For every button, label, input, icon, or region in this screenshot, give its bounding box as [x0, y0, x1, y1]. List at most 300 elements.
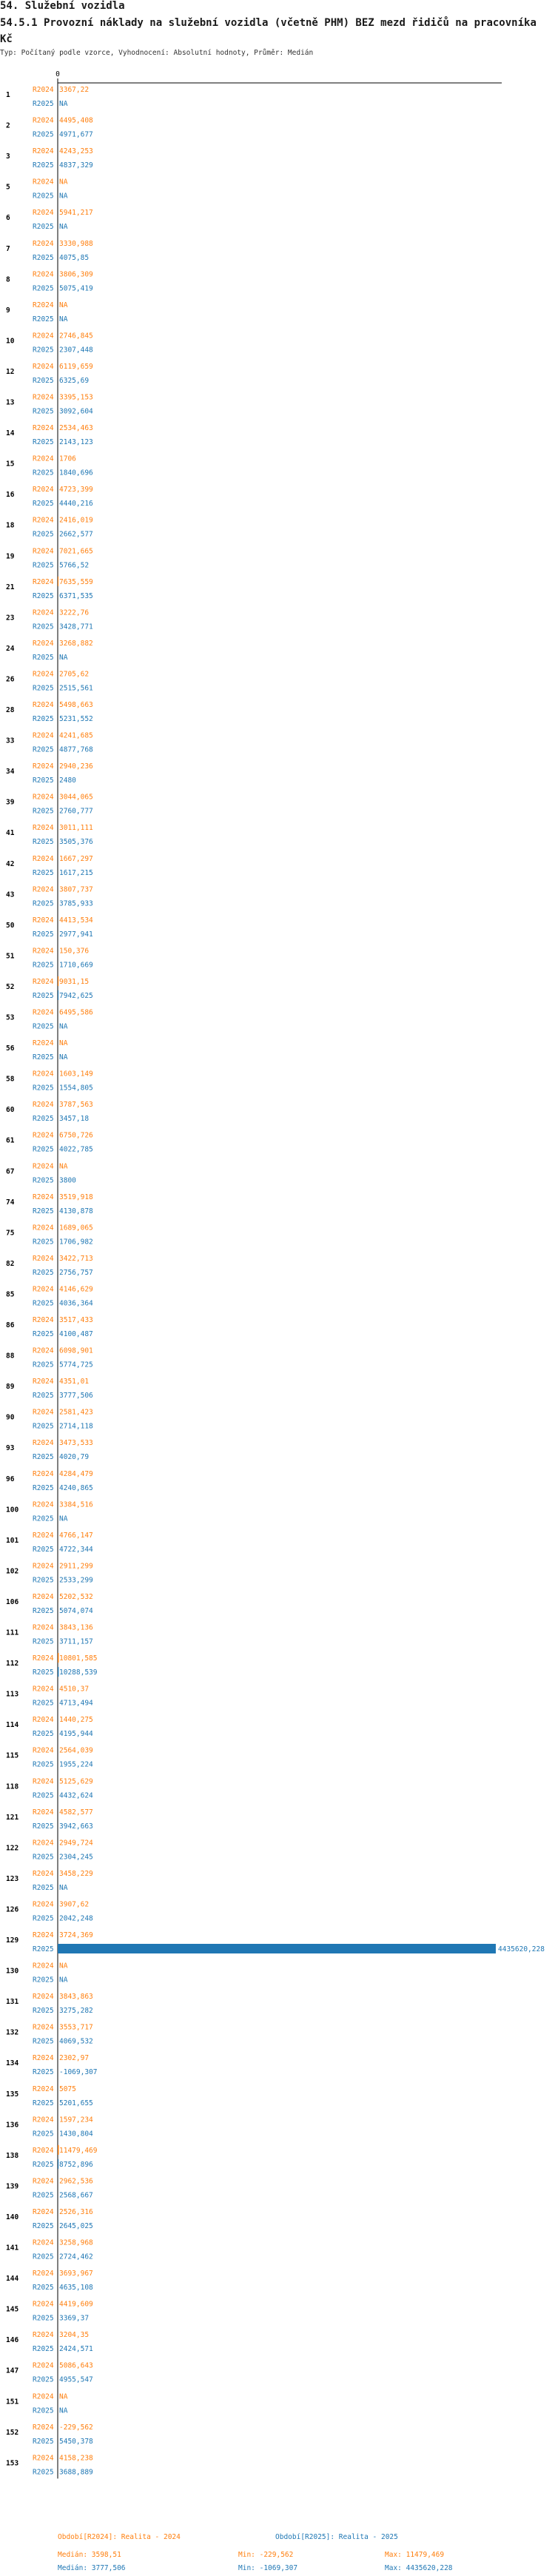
- category-label: 146: [6, 2336, 19, 2345]
- data-label-r2025: 2304,245: [59, 1853, 93, 1862]
- data-label-r2025: 3777,506: [59, 1392, 93, 1401]
- series-label-r2024: R2024: [33, 1131, 54, 1140]
- data-label-r2025: NA: [59, 1053, 68, 1062]
- category-label: 15: [6, 460, 15, 469]
- data-label-r2024: 6495,586: [59, 1008, 93, 1017]
- data-label-r2024: 5941,217: [59, 209, 93, 218]
- data-label-r2025: NA: [59, 2406, 68, 2415]
- series-label-r2024: R2024: [33, 947, 54, 956]
- series-label-r2024: R2024: [33, 2392, 54, 2401]
- series-label-r2025: R2025: [33, 623, 54, 631]
- series-label-r2024: R2024: [33, 1869, 54, 1878]
- data-label-r2025: NA: [59, 1515, 68, 1523]
- category-label: 50: [6, 921, 15, 930]
- category-label: 67: [6, 1167, 15, 1176]
- category-label: 135: [6, 2090, 19, 2099]
- series-label-r2025: R2025: [33, 530, 54, 539]
- series-label-r2025: R2025: [33, 653, 54, 662]
- data-label-r2024: 2705,62: [59, 670, 90, 679]
- data-label-r2024: 2534,463: [59, 424, 93, 433]
- data-label-r2025: 6371,535: [59, 591, 93, 600]
- series-label-r2024: R2024: [33, 332, 54, 341]
- category-label: 75: [6, 1229, 15, 1238]
- data-label-r2025: 1710,669: [59, 961, 93, 970]
- data-label-r2024: 3473,533: [59, 1439, 93, 1448]
- series-label-r2024: R2024: [33, 1008, 54, 1017]
- series-label-r2024: R2024: [33, 1346, 54, 1355]
- series-label-r2025: R2025: [33, 1545, 54, 1554]
- category-label: 96: [6, 1475, 15, 1483]
- data-label-r2024: 3330,988: [59, 239, 93, 248]
- series-label-r2025: R2025: [33, 1515, 54, 1523]
- series-label-r2024: R2024: [33, 147, 54, 156]
- series-label-r2024: R2024: [33, 1193, 54, 1201]
- data-label-r2025: 3688,889: [59, 2468, 93, 2477]
- category-label: 13: [6, 398, 15, 407]
- series-label-r2025: R2025: [33, 1483, 54, 1492]
- data-label-r2025: 2756,757: [59, 1268, 93, 1277]
- data-label-r2025: 3369,37: [59, 2314, 90, 2323]
- data-label-r2024: 1689,065: [59, 1224, 93, 1232]
- legend-r2024-max: Max: 11479,469: [385, 2551, 445, 2559]
- series-label-r2025: R2025: [33, 1176, 54, 1185]
- series-label-r2025: R2025: [33, 1945, 54, 1953]
- category-label: 136: [6, 2121, 19, 2130]
- data-label-r2025: 3428,771: [59, 623, 93, 631]
- data-label-r2024: 5498,663: [59, 701, 93, 709]
- series-label-r2024: R2024: [33, 1592, 54, 1601]
- data-label-r2024: 4146,629: [59, 1285, 93, 1294]
- data-label-r2024: 3384,516: [59, 1500, 93, 1509]
- series-label-r2025: R2025: [33, 2007, 54, 2016]
- data-label-r2025: NA: [59, 100, 68, 108]
- series-label-r2025: R2025: [33, 376, 54, 385]
- series-label-r2025: R2025: [33, 777, 54, 785]
- data-label-r2024: 10801,585: [59, 1654, 98, 1663]
- data-label-r2025: 4435620,228: [498, 1945, 545, 1953]
- series-label-r2025: R2025: [33, 715, 54, 723]
- category-label: 141: [6, 2244, 19, 2253]
- category-label: 16: [6, 491, 15, 500]
- series-label-r2024: R2024: [33, 2300, 54, 2309]
- data-label-r2024: 2564,039: [59, 1746, 93, 1755]
- data-label-r2025: 2480: [59, 777, 76, 785]
- data-label-r2024: 6750,726: [59, 1131, 93, 1140]
- category-label: 93: [6, 1444, 15, 1453]
- data-label-r2024: 3204,35: [59, 2331, 90, 2340]
- series-label-r2024: R2024: [33, 116, 54, 125]
- series-label-r2025: R2025: [33, 2191, 54, 2200]
- category-label: 123: [6, 1874, 19, 1883]
- data-label-r2024: 5086,643: [59, 2361, 93, 2370]
- series-label-r2025: R2025: [33, 1022, 54, 1031]
- series-label-r2025: R2025: [33, 1268, 54, 1277]
- legend-r2024-min: Min: -229,562: [238, 2551, 294, 2559]
- category-label: 14: [6, 429, 15, 438]
- series-label-r2025: R2025: [33, 1637, 54, 1646]
- series-label-r2024: R2024: [33, 2361, 54, 2370]
- series-label-r2024: R2024: [33, 577, 54, 586]
- data-label-r2025: 4130,878: [59, 1207, 93, 1215]
- category-label: 82: [6, 1259, 15, 1268]
- data-label-r2025: 2645,025: [59, 2221, 93, 2230]
- series-label-r2024: R2024: [33, 1931, 54, 1939]
- series-label-r2024: R2024: [33, 424, 54, 433]
- data-label-r2024: NA: [59, 2392, 68, 2401]
- data-label-r2025: 4195,944: [59, 1730, 93, 1739]
- series-label-r2025: R2025: [33, 2314, 54, 2323]
- category-label: 113: [6, 1690, 19, 1699]
- data-label-r2025: NA: [59, 1976, 68, 1985]
- series-label-r2024: R2024: [33, 1746, 54, 1755]
- data-label-r2024: 3517,433: [59, 1316, 93, 1324]
- series-label-r2024: R2024: [33, 1439, 54, 1448]
- data-label-r2025: 3275,282: [59, 2007, 93, 2016]
- category-label: 56: [6, 1044, 15, 1053]
- series-label-r2025: R2025: [33, 2253, 54, 2261]
- data-label-r2025: 2724,462: [59, 2253, 93, 2261]
- category-label: 139: [6, 2182, 19, 2191]
- category-label: 121: [6, 1813, 19, 1822]
- series-label-r2025: R2025: [33, 684, 54, 693]
- data-label-r2025: 4069,532: [59, 2037, 93, 2046]
- category-label: 7: [6, 244, 10, 253]
- series-label-r2024: R2024: [33, 1900, 54, 1909]
- data-label-r2025: 2515,561: [59, 684, 93, 693]
- data-label-r2025: 10288,539: [59, 1668, 98, 1677]
- series-label-r2025: R2025: [33, 1976, 54, 1985]
- data-label-r2024: 5202,532: [59, 1592, 93, 1601]
- data-label-r2025: 2424,571: [59, 2345, 93, 2354]
- category-label: 1: [6, 91, 10, 99]
- data-label-r2024: 1706: [59, 455, 76, 463]
- series-label-r2024: R2024: [33, 1962, 54, 1970]
- data-label-r2024: 3011,111: [59, 824, 93, 833]
- data-label-r2024: 2911,299: [59, 1562, 93, 1571]
- data-label-r2025: 5231,552: [59, 715, 93, 723]
- data-label-r2025: 5450,378: [59, 2437, 93, 2446]
- category-label: 28: [6, 706, 15, 714]
- category-label: 53: [6, 1013, 15, 1022]
- series-label-r2024: R2024: [33, 1993, 54, 2002]
- series-label-r2025: R2025: [33, 1791, 54, 1800]
- data-label-r2024: 3843,863: [59, 1993, 93, 2002]
- series-label-r2025: R2025: [33, 2406, 54, 2415]
- data-label-r2025: 4837,329: [59, 161, 93, 170]
- data-label-r2024: 5075: [59, 2084, 76, 2093]
- series-label-r2025: R2025: [33, 1084, 54, 1093]
- series-label-r2025: R2025: [33, 2284, 54, 2292]
- data-label-r2025: 5074,074: [59, 1606, 93, 1615]
- series-label-r2025: R2025: [33, 2099, 54, 2107]
- series-label-r2024: R2024: [33, 639, 54, 648]
- data-label-r2024: 2962,536: [59, 2177, 93, 2186]
- data-label-r2024: 2746,845: [59, 332, 93, 341]
- data-label-r2024: 2416,019: [59, 516, 93, 525]
- data-label-r2024: 2949,724: [59, 1839, 93, 1848]
- data-label-r2025: 8752,896: [59, 2160, 93, 2169]
- category-label: 151: [6, 2398, 19, 2406]
- data-label-r2025: 2977,941: [59, 930, 93, 939]
- series-label-r2025: R2025: [33, 807, 54, 816]
- series-label-r2024: R2024: [33, 393, 54, 402]
- category-label: 58: [6, 1075, 15, 1084]
- category-label: 3: [6, 152, 10, 161]
- series-label-r2025: R2025: [33, 1606, 54, 1615]
- category-label: 74: [6, 1198, 15, 1207]
- series-label-r2024: R2024: [33, 516, 54, 525]
- category-label: 106: [6, 1597, 19, 1606]
- data-label-r2024: 4158,238: [59, 2454, 93, 2463]
- axis-zero-label: 0: [56, 70, 60, 78]
- data-label-r2025: -1069,307: [59, 2068, 98, 2077]
- category-label: 100: [6, 1506, 19, 1515]
- series-label-r2024: R2024: [33, 1777, 54, 1786]
- series-label-r2025: R2025: [33, 561, 54, 570]
- category-label: 126: [6, 1905, 19, 1914]
- data-label-r2025: 3505,376: [59, 838, 93, 847]
- series-label-r2024: R2024: [33, 670, 54, 679]
- series-label-r2024: R2024: [33, 2423, 54, 2432]
- data-label-r2025: 3785,933: [59, 899, 93, 908]
- category-label: 115: [6, 1751, 19, 1760]
- series-label-r2024: R2024: [33, 2454, 54, 2463]
- data-label-r2024: 3553,717: [59, 2023, 93, 2032]
- series-label-r2024: R2024: [33, 1316, 54, 1324]
- data-label-r2025: NA: [59, 315, 68, 323]
- chart-subtitle: 54.5.1 Provozní náklady na služební vozidla (včetně PHM) BEZ mezd řidičů na pracovníka Kč: [0, 17, 536, 45]
- category-label: 43: [6, 890, 15, 899]
- data-label-r2025: 4635,108: [59, 2284, 93, 2292]
- data-label-r2024: 4241,685: [59, 731, 93, 740]
- series-label-r2024: R2024: [33, 608, 54, 617]
- category-label: 2: [6, 121, 10, 130]
- category-label: 88: [6, 1352, 15, 1361]
- category-label: 5: [6, 183, 10, 192]
- data-label-r2024: 7635,559: [59, 577, 93, 586]
- data-label-r2025: 5075,419: [59, 284, 93, 293]
- category-label: 85: [6, 1290, 15, 1299]
- series-label-r2025: R2025: [33, 1330, 54, 1338]
- series-label-r2025: R2025: [33, 253, 54, 262]
- series-label-r2025: R2025: [33, 1668, 54, 1677]
- series-label-r2025: R2025: [33, 223, 54, 232]
- data-label-r2025: 1554,805: [59, 1084, 93, 1093]
- data-label-r2024: 2526,316: [59, 2207, 93, 2216]
- category-label: 39: [6, 798, 15, 807]
- data-label-r2025: 4713,494: [59, 1699, 93, 1708]
- series-label-r2025: R2025: [33, 315, 54, 323]
- series-label-r2025: R2025: [33, 1730, 54, 1739]
- category-label: 89: [6, 1383, 15, 1392]
- series-label-r2025: R2025: [33, 899, 54, 908]
- series-label-r2025: R2025: [33, 1853, 54, 1862]
- category-label: 131: [6, 1998, 19, 2007]
- series-label-r2025: R2025: [33, 2037, 54, 2046]
- legend-r2025-min: Min: -1069,307: [238, 2564, 298, 2572]
- data-label-r2025: 2533,299: [59, 1576, 93, 1585]
- series-label-r2024: R2024: [33, 2331, 54, 2340]
- series-label-r2025: R2025: [33, 2345, 54, 2354]
- series-label-r2024: R2024: [33, 270, 54, 279]
- data-label-r2024: NA: [59, 1039, 68, 1048]
- series-label-r2025: R2025: [33, 407, 54, 416]
- series-label-r2024: R2024: [33, 2023, 54, 2032]
- category-label: 23: [6, 614, 15, 623]
- data-label-r2025: NA: [59, 1022, 68, 1031]
- data-label-r2025: 4877,768: [59, 745, 93, 754]
- series-label-r2025: R2025: [33, 2130, 54, 2139]
- series-label-r2024: R2024: [33, 1469, 54, 1478]
- category-label: 33: [6, 737, 15, 745]
- category-label: 90: [6, 1413, 15, 1422]
- series-label-r2024: R2024: [33, 2207, 54, 2216]
- series-label-r2025: R2025: [33, 838, 54, 847]
- data-label-r2024: 3806,309: [59, 270, 93, 279]
- data-label-r2024: 4243,253: [59, 147, 93, 156]
- data-label-r2024: 3268,882: [59, 639, 93, 648]
- category-label: 24: [6, 644, 15, 653]
- data-label-r2024: 6119,659: [59, 362, 93, 371]
- data-label-r2024: 3395,153: [59, 393, 93, 402]
- category-label: 102: [6, 1567, 19, 1576]
- data-label-r2024: 1597,234: [59, 2116, 93, 2124]
- data-label-r2025: 2143,123: [59, 438, 93, 447]
- series-label-r2025: R2025: [33, 130, 54, 139]
- category-label: 152: [6, 2428, 19, 2437]
- category-label: 8: [6, 275, 10, 284]
- series-label-r2024: R2024: [33, 301, 54, 309]
- data-label-r2024: 3693,967: [59, 2270, 93, 2278]
- series-label-r2025: R2025: [33, 100, 54, 108]
- series-label-r2024: R2024: [33, 362, 54, 371]
- category-label: 19: [6, 552, 15, 561]
- data-label-r2024: 3724,369: [59, 1931, 93, 1939]
- data-label-r2024: 4766,147: [59, 1531, 93, 1540]
- data-label-r2025: 3092,604: [59, 407, 93, 416]
- series-label-r2024: R2024: [33, 1285, 54, 1294]
- series-label-r2025: R2025: [33, 469, 54, 477]
- data-label-r2024: -229,562: [59, 2423, 93, 2432]
- data-label-r2025: 4722,344: [59, 1545, 93, 1554]
- data-label-r2024: 3458,229: [59, 1869, 93, 1878]
- data-label-r2024: 3044,065: [59, 793, 93, 802]
- data-label-r2025: 1617,215: [59, 868, 93, 877]
- legend-r2024-name: Období[R2024]: Realita - 2024: [58, 2533, 181, 2541]
- data-label-r2024: 4351,01: [59, 1378, 90, 1386]
- series-label-r2025: R2025: [33, 961, 54, 970]
- series-label-r2025: R2025: [33, 1207, 54, 1215]
- data-label-r2025: 4955,547: [59, 2375, 93, 2384]
- data-label-r2025: 5774,725: [59, 1361, 93, 1369]
- series-label-r2024: R2024: [33, 824, 54, 833]
- data-label-r2024: NA: [59, 1162, 68, 1171]
- series-label-r2025: R2025: [33, 1238, 54, 1247]
- data-label-r2024: 11479,469: [59, 2146, 98, 2155]
- category-label: 138: [6, 2151, 19, 2160]
- series-label-r2024: R2024: [33, 209, 54, 218]
- series-label-r2024: R2024: [33, 1685, 54, 1694]
- data-label-r2025: 7942,625: [59, 991, 93, 1000]
- series-label-r2024: R2024: [33, 2116, 54, 2124]
- category-label: 140: [6, 2213, 19, 2221]
- series-label-r2024: R2024: [33, 547, 54, 556]
- series-label-r2024: R2024: [33, 1654, 54, 1663]
- data-label-r2025: 4240,865: [59, 1483, 93, 1492]
- series-label-r2024: R2024: [33, 916, 54, 925]
- series-label-r2024: R2024: [33, 1101, 54, 1110]
- series-label-r2025: R2025: [33, 1145, 54, 1154]
- data-label-r2025: 5201,655: [59, 2099, 93, 2107]
- series-label-r2024: R2024: [33, 239, 54, 248]
- data-label-r2025: NA: [59, 653, 68, 662]
- category-label: 134: [6, 2059, 19, 2068]
- series-label-r2024: R2024: [33, 1162, 54, 1171]
- data-label-r2025: 1955,224: [59, 1760, 93, 1769]
- series-label-r2024: R2024: [33, 731, 54, 740]
- series-label-r2024: R2024: [33, 178, 54, 187]
- data-label-r2025: 3457,18: [59, 1115, 90, 1124]
- series-label-r2025: R2025: [33, 930, 54, 939]
- data-label-r2025: 2568,667: [59, 2191, 93, 2200]
- series-label-r2024: R2024: [33, 1531, 54, 1540]
- series-label-r2025: R2025: [33, 2375, 54, 2384]
- data-label-r2025: 2307,448: [59, 346, 93, 355]
- series-label-r2024: R2024: [33, 2054, 54, 2063]
- data-label-r2025: 2760,777: [59, 807, 93, 816]
- category-label: 153: [6, 2459, 19, 2468]
- series-label-r2024: R2024: [33, 1408, 54, 1417]
- category-label: 111: [6, 1629, 19, 1637]
- data-label-r2024: 2940,236: [59, 762, 93, 771]
- data-label-r2024: NA: [59, 178, 68, 187]
- data-label-r2024: 2302,97: [59, 2054, 90, 2063]
- data-label-r2024: 150,376: [59, 947, 90, 956]
- data-label-r2024: 2581,423: [59, 1408, 93, 1417]
- chart-meta: Typ: Počítaný podle vzorce, Vyhodnocení: Absolutní hodnoty, Průměr: Medián: [0, 49, 314, 57]
- category-label: 130: [6, 1967, 19, 1976]
- series-label-r2025: R2025: [33, 1299, 54, 1308]
- data-label-r2024: 4510,37: [59, 1685, 90, 1694]
- data-label-r2024: 4582,577: [59, 1808, 93, 1817]
- series-label-r2025: R2025: [33, 1053, 54, 1062]
- data-label-r2024: 3843,136: [59, 1623, 93, 1632]
- series-label-r2024: R2024: [33, 1224, 54, 1232]
- series-label-r2025: R2025: [33, 2068, 54, 2077]
- data-label-r2024: 9031,15: [59, 977, 90, 986]
- bar-r2025: [58, 1944, 496, 1953]
- series-label-r2025: R2025: [33, 1576, 54, 1585]
- series-label-r2025: R2025: [33, 1392, 54, 1401]
- series-label-r2024: R2024: [33, 1500, 54, 1509]
- series-label-r2025: R2025: [33, 1115, 54, 1124]
- category-label: 132: [6, 2028, 19, 2037]
- data-label-r2024: 1603,149: [59, 1070, 93, 1079]
- series-label-r2024: R2024: [33, 1716, 54, 1725]
- series-label-r2024: R2024: [33, 2146, 54, 2155]
- series-label-r2024: R2024: [33, 486, 54, 494]
- series-label-r2025: R2025: [33, 500, 54, 509]
- category-label: 12: [6, 367, 15, 376]
- series-label-r2025: R2025: [33, 2468, 54, 2477]
- series-label-r2025: R2025: [33, 1914, 54, 1923]
- series-label-r2024: R2024: [33, 1623, 54, 1632]
- data-label-r2024: 4723,399: [59, 486, 93, 494]
- category-label: 26: [6, 675, 15, 684]
- data-label-r2024: 6098,901: [59, 1346, 93, 1355]
- data-label-r2025: 3711,157: [59, 1637, 93, 1646]
- series-label-r2025: R2025: [33, 2160, 54, 2169]
